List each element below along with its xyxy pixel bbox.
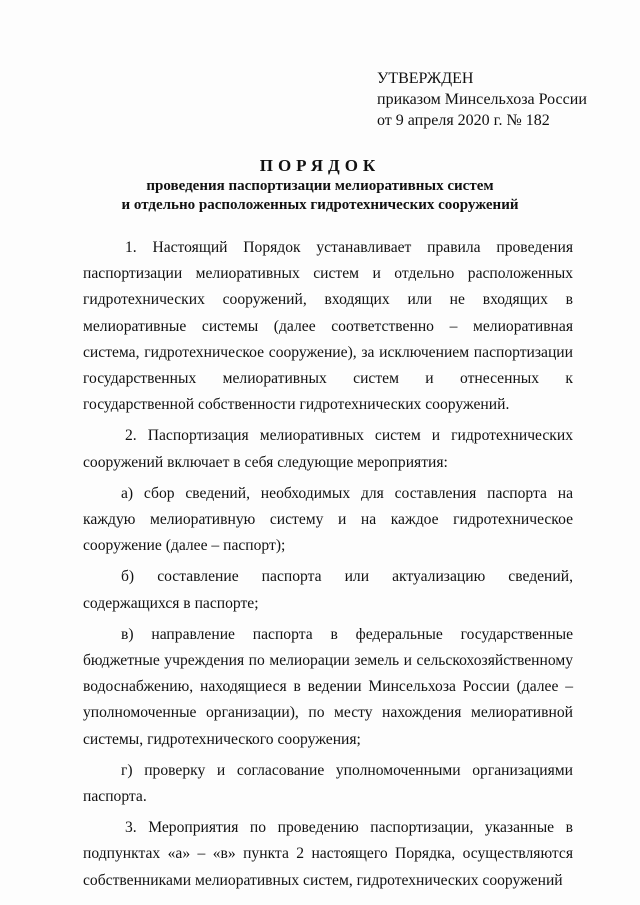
subparagraph-v: в) направление паспорта в федеральные государственные бюджетные учреждения по мелиорации земель и сельскохозяйственному водоснабжению, находящиеся в ведении Минсельхоза России (далее – уполномоченные организации), по месту нахождения мелиоративной системы, гидротехнического сооружения; xyxy=(83,625,573,748)
subparagraph-a: а) сбор сведений, необходимых для составления паспорта на каждую мелиоративную систему и на каждое гидротехническое сооружение (далее – паспорт); xyxy=(83,484,573,555)
title-heading: ПОРЯДОК xyxy=(259,156,381,175)
approval-order: приказом Минсельхоза России xyxy=(377,91,587,108)
approval-date: от 9 апреля 2020 г. № 182 xyxy=(377,112,550,129)
paragraph-2: 2. Паспортизация мелиоративных систем и гидротехнических сооружений включает в себя следующие мероприятия: xyxy=(83,427,573,471)
title-line-2: и отдельно расположенных гидротехнических сооружений xyxy=(121,197,519,213)
document-body xyxy=(83,235,573,899)
title-line-1: проведения паспортизации мелиоративных систем xyxy=(146,178,494,194)
subparagraph-g: г) проверку и согласование уполномоченными организациями паспорта. xyxy=(83,761,573,806)
paragraph-3: 3. Мероприятия по проведению паспортизации, указанные в подпунктах «а» – «в» пункта 2 настоящего Порядка, осуществляются собственниками мелиоративных систем, гидротехнических сооружений xyxy=(83,819,573,889)
approval-stamp xyxy=(377,68,587,131)
subparagraph-b: б) составление паспорта или актуализацию сведений, содержащихся в паспорте; xyxy=(83,568,573,612)
paragraph-1: 1. Настоящий Порядок устанавливает правила проведения паспортизации мелиоративных систем и отдельно расположенных гидротехнических сооружений, входящих или не входящих в мелиоративные системы (далее соответственно – мелиоративная система, гидротехническое сооружение), за исключением паспортизации государственных мелиоративных систем и отнесенных к государственной собственности гидротехнических сооружений. xyxy=(83,239,573,414)
approval-status: УТВЕРЖДЕН xyxy=(377,70,474,87)
document-title xyxy=(0,155,640,215)
